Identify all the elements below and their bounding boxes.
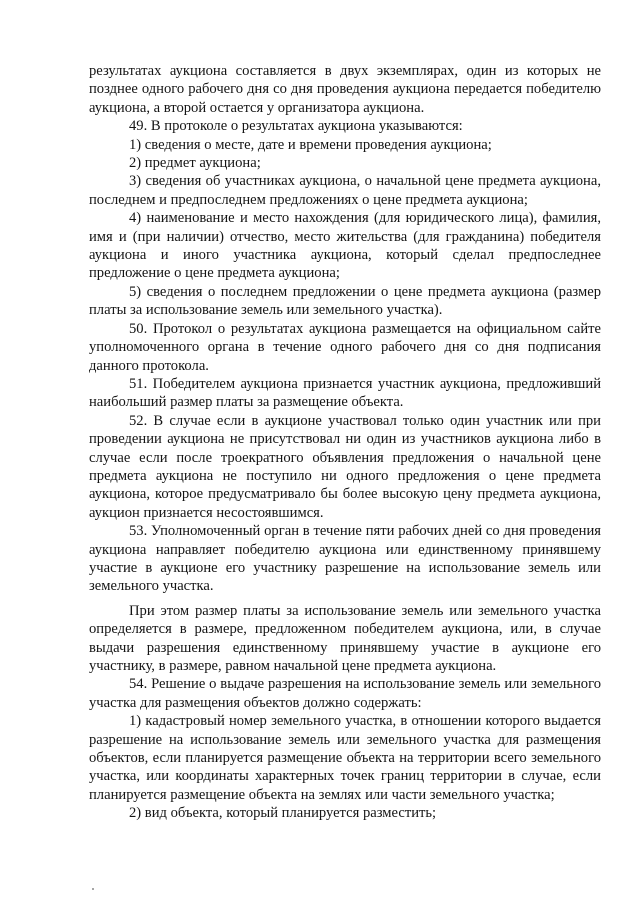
paragraph-49-item-1: 1) сведения о месте, дате и времени проведения аукциона; <box>129 136 492 153</box>
paragraph-49-item-5: 5) сведения о последнем предложении о цене предмета аукциона (размер платы за использование земель или земельного участка). <box>89 283 601 319</box>
paragraph-49-item-4: 4) наименование и место нахождения (для юридического лица), фамилия, имя и (при наличии) отчество, место жительства (для гражданина) победителя аукциона и иного участника аукциона, который сделал предпоследнее предложение о цене предмета аукциона; <box>89 210 601 282</box>
paragraph-54: 54. Решение о выдаче разрешения на использование земель или земельного участка для размещения объектов должно содержать: <box>89 676 601 711</box>
paragraph-53-continuation: При этом размер платы за использование земель или земельного участка определяется в размере, предложенном победителем аукциона, или, в случае выдачи разрешения единственному принявшему участие в аукционе его участнику, в размере, равном начальной цене предмета аукциона. <box>89 602 601 674</box>
paragraph-continuation: результатах аукциона составляется в двух экземплярах, один из которых не позднее одного рабочего дня со дня проведения аукциона передается победителю аукциона, а второй остается у организатора аукциона. <box>89 63 601 116</box>
paragraph-49: 49. В протоколе о результатах аукциона указываются: <box>129 118 463 135</box>
paragraph-50: 50. Протокол о результатах аукциона размещается на официальном сайте уполномоченного органа в течение одного рабочего дня со дня подписания данного протокола. <box>89 320 601 374</box>
paragraph-53: 53. Уполномоченный орган в течение пяти рабочих дней со дня проведения аукциона направляет победителю аукциона или единственному принявшему участие в аукционе его участнику разрешение на использование земель или земельного участка. <box>89 523 601 595</box>
scan-artifact <box>92 888 94 890</box>
paragraph-51: 51. Победителем аукциона признается участник аукциона, предложивший наибольший размер платы за размещение объекта. <box>89 375 601 411</box>
document-body <box>89 62 601 823</box>
paragraph-49-item-2: 2) предмет аукциона; <box>129 155 261 172</box>
paragraph-49-item-3: 3) сведения об участниках аукциона, о начальной цене предмета аукциона, последнем и предпоследнем предложениях о цене предмета аукциона; <box>89 173 601 208</box>
paragraph-54-item-1: 1) кадастровый номер земельного участка, в отношении которого выдается разрешение на использование земель или земельного участка для размещения объектов, если планируется размещение объекта на территории всего земельного участка, или координаты характерных точек границ территории в случае, если планируется размещение объекта на землях или части земельного участка; <box>89 713 601 803</box>
paragraph-52: 52. В случае если в аукционе участвовал только один участник или при проведении аукциона не присутствовал ни один из участников аукциона либо в случае если после троекратного объявления предложения о начальной цене предмета аукциона не поступило ни одного предложения о цене предмета аукциона, которое предусматривало бы более высокую цену предмета аукциона, аукцион признается несостоявшимся. <box>89 412 601 521</box>
paragraph-54-item-2: 2) вид объекта, который планируется разместить; <box>129 805 437 822</box>
